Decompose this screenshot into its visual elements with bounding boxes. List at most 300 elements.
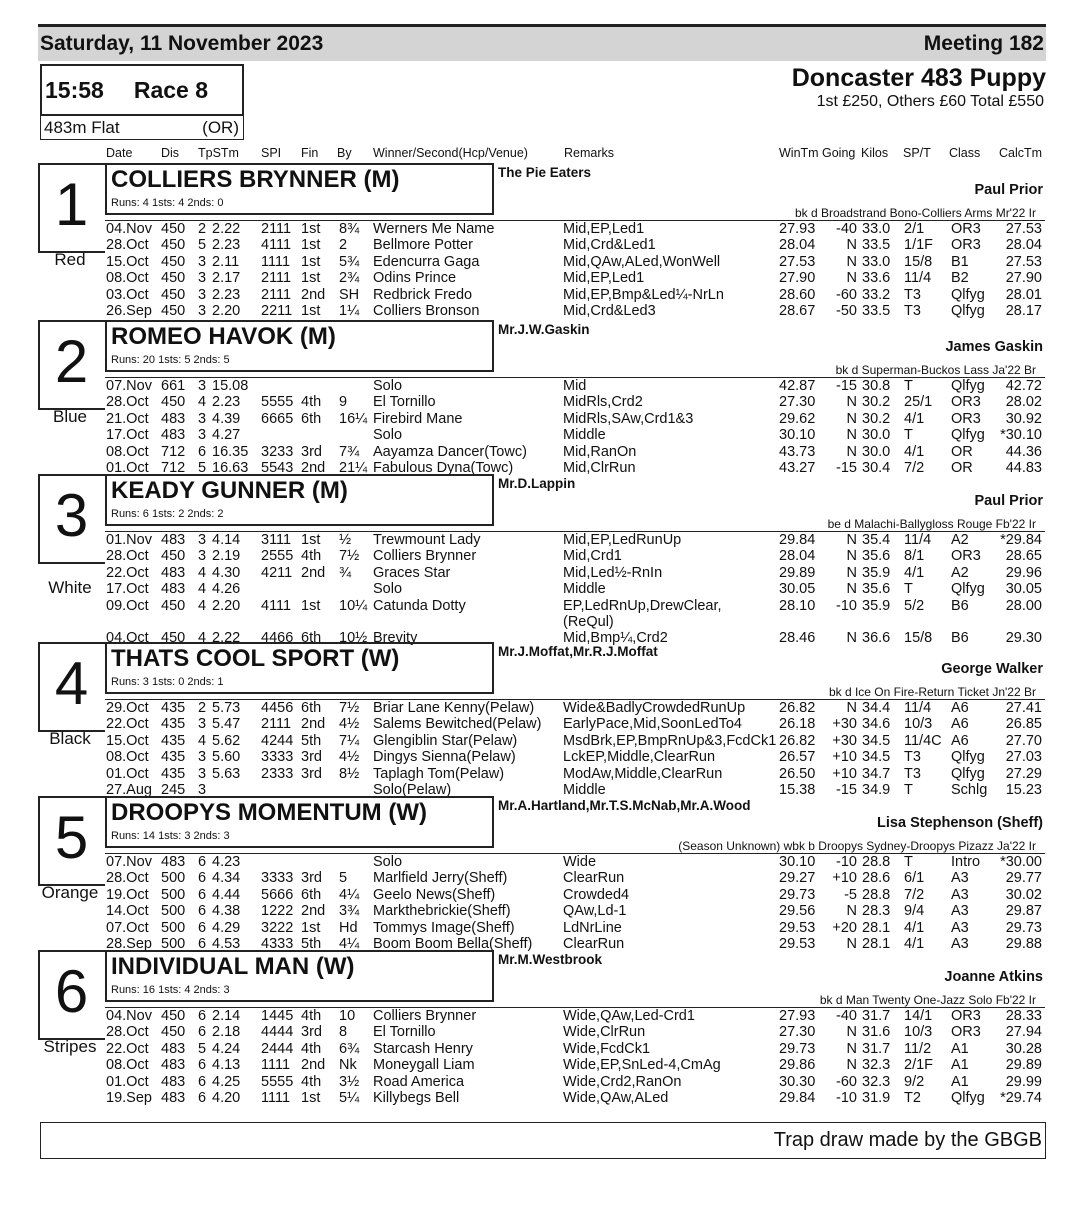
form-calc-time: 28.02 <box>1005 394 1042 411</box>
form-row <box>105 1024 1045 1040</box>
form-trap: 3 <box>198 548 207 565</box>
form-win-time: 26.57 <box>779 749 816 766</box>
form-trap: 2 <box>198 700 207 716</box>
form-date: 28.Oct <box>106 870 149 887</box>
form-winner: Redbrick Fredo <box>373 286 473 303</box>
form-kilos: 30.8 <box>862 378 891 394</box>
form-sectional: 2.20 <box>212 302 241 319</box>
form-date: 19.Oct <box>106 886 149 903</box>
form-sp: 9/4 <box>904 903 925 920</box>
form-win-time: 29.62 <box>779 410 816 427</box>
form-calc-time: 30.92 <box>1005 410 1042 427</box>
form-split: 2555 <box>261 548 294 565</box>
form-winner: Colliers Bronson <box>373 302 480 319</box>
form-class: OR3 <box>951 237 981 254</box>
form-row <box>105 733 1045 749</box>
form-remarks: LdNrLine <box>563 919 622 936</box>
form-finish: 1st <box>301 253 321 270</box>
form-by: 10½ <box>339 630 368 647</box>
col-kilos: Kilos <box>861 146 889 160</box>
form-date: 08.Oct <box>106 443 149 460</box>
form-sp: T3 <box>904 302 921 319</box>
form-sp: 8/1 <box>904 548 925 565</box>
dog-owner: Mr.D.Lappin <box>498 476 576 491</box>
form-calc-time: *30.10 <box>1000 427 1042 444</box>
form-distance: 483 <box>161 410 186 427</box>
form-trap: 6 <box>198 854 207 870</box>
form-trap: 5 <box>198 459 207 476</box>
form-trap: 4 <box>198 581 207 598</box>
form-win-time: 43.27 <box>779 459 816 476</box>
form-going: N <box>846 903 857 920</box>
form-kilos: 31.7 <box>862 1008 891 1024</box>
form-sp: 11/4C <box>904 732 942 749</box>
form-sp: T2 <box>904 1089 921 1106</box>
dog-name-box <box>105 796 494 848</box>
form-win-time: 27.53 <box>779 253 816 270</box>
form-sectional: 16.63 <box>212 459 249 476</box>
form-finish: 5th <box>301 732 322 749</box>
form-kilos: 28.1 <box>862 935 891 952</box>
form-by: 8 <box>339 1024 348 1041</box>
form-date: 28.Oct <box>106 394 149 411</box>
form-sectional: 4.39 <box>212 410 241 427</box>
form-distance: 450 <box>161 302 186 319</box>
form-going: N <box>846 270 857 287</box>
col-dis: Dis <box>161 146 180 160</box>
trap-colour: Stripes <box>43 1037 97 1057</box>
form-class: OR3 <box>951 394 981 411</box>
form-kilos: 33.2 <box>862 286 891 303</box>
trap-colour: Blue <box>52 407 88 427</box>
form-kilos: 33.0 <box>862 221 891 237</box>
form-row <box>105 903 1045 919</box>
form-distance: 450 <box>161 221 186 237</box>
form-win-time: 28.10 <box>779 597 816 614</box>
form-row <box>105 427 1045 443</box>
form-going: N <box>846 564 857 581</box>
dog-runs-summary: Runs: 20 1sts: 5 2nds: 5 <box>111 354 230 366</box>
form-calc-time: *29.74 <box>1000 1089 1042 1106</box>
form-win-time: 29.84 <box>779 1089 816 1106</box>
race-venue: Doncaster 483 Puppy <box>791 64 1046 92</box>
form-winner: Road America <box>373 1073 465 1090</box>
form-win-time: 26.82 <box>779 732 816 749</box>
form-kilos: 30.2 <box>862 410 891 427</box>
form-class: B2 <box>951 270 969 287</box>
form-remarks: Middle <box>563 781 606 798</box>
form-date: 07.Nov <box>106 854 152 870</box>
form-kilos: 28.8 <box>862 854 891 870</box>
form-split: 2111 <box>261 221 292 237</box>
form-win-time: 29.56 <box>779 903 816 920</box>
form-winner: Solo(Pelaw) <box>373 781 452 798</box>
dog-breeding: be d Malachi-Ballygloss Rouge Fb'22 Ir <box>827 517 1036 531</box>
form-row <box>105 532 1045 548</box>
form-going: N <box>846 427 857 444</box>
form-by: 1¼ <box>339 302 360 319</box>
form-finish: 2nd <box>301 459 326 476</box>
form-by: SH <box>339 286 360 303</box>
form-trap: 3 <box>198 781 207 798</box>
form-sp: 11/4 <box>904 270 932 287</box>
dog-trainer: Lisa Stephenson (Sheff) <box>877 815 1043 831</box>
form-win-time: 28.04 <box>779 548 816 565</box>
form-winner: Solo <box>373 427 403 444</box>
form-distance: 483 <box>161 1040 186 1057</box>
form-split: 1445 <box>261 1008 294 1024</box>
form-calc-time: 27.53 <box>1005 253 1042 270</box>
form-sp: 11/4 <box>904 700 932 716</box>
form-date: 22.Oct <box>106 564 149 581</box>
form-kilos: 35.6 <box>862 548 891 565</box>
form-finish: 1st <box>301 270 321 287</box>
form-calc-time: 28.04 <box>1005 237 1042 254</box>
col-going: Going <box>822 146 856 160</box>
form-date: 26.Sep <box>106 302 152 319</box>
form-date: 29.Oct <box>106 700 149 716</box>
form-sp: 25/1 <box>904 394 933 411</box>
form-kilos: 28.3 <box>862 903 891 920</box>
form-by: 2¾ <box>339 270 360 287</box>
form-class: Intro <box>951 854 981 870</box>
form-kilos: 33.5 <box>862 302 891 319</box>
dog-name: THATS COOL SPORT (W) <box>111 645 400 672</box>
form-row <box>105 887 1045 903</box>
dog-runs-summary: Runs: 3 1sts: 0 2nds: 1 <box>111 676 224 688</box>
form-trap: 3 <box>198 765 207 782</box>
form-winner: Brevity <box>373 630 418 647</box>
form-remarks: Mid,EP,LedRunUp <box>563 532 682 548</box>
form-date: 14.Oct <box>106 903 149 920</box>
form-sectional: 16.35 <box>212 443 249 460</box>
form-finish: 2nd <box>301 286 326 303</box>
form-lines <box>105 699 1045 798</box>
form-finish: 4th <box>301 548 322 565</box>
form-by: 8½ <box>339 765 360 782</box>
form-sp: 2/1F <box>904 1057 934 1074</box>
dog-runs-summary: Runs: 6 1sts: 2 2nds: 2 <box>111 508 224 520</box>
form-date: 08.Oct <box>106 270 149 287</box>
form-distance: 435 <box>161 732 186 749</box>
form-going: -15 <box>836 378 857 394</box>
form-by: 16¼ <box>339 410 368 427</box>
form-class: B6 <box>951 597 969 614</box>
form-by: 6¾ <box>339 1040 360 1057</box>
form-going: -15 <box>836 781 857 798</box>
form-distance: 500 <box>161 886 186 903</box>
form-by: 7½ <box>339 548 360 565</box>
dog-breeding: bk d Superman-Buckos Lass Ja'22 Br <box>835 363 1036 377</box>
dog-name: DROOPYS MOMENTUM (W) <box>111 799 427 826</box>
form-distance: 450 <box>161 394 186 411</box>
form-trap: 3 <box>198 270 207 287</box>
form-finish: 4th <box>301 1008 322 1024</box>
form-win-time: 29.73 <box>779 886 816 903</box>
form-split: 6665 <box>261 410 294 427</box>
form-by: ½ <box>339 532 352 548</box>
form-date: 08.Oct <box>106 1057 149 1074</box>
form-split: 4444 <box>261 1024 294 1041</box>
form-class: Qlfyg <box>951 749 985 766</box>
form-sp: 10/3 <box>904 1024 933 1041</box>
form-row <box>105 221 1045 237</box>
form-date: 27.Aug <box>106 781 152 798</box>
form-sp: 4/1 <box>904 443 925 460</box>
form-by: 7½ <box>339 700 360 716</box>
form-calc-time: 28.65 <box>1005 548 1042 565</box>
form-row <box>105 378 1045 394</box>
form-win-time: 28.04 <box>779 237 816 254</box>
form-sectional: 4.53 <box>212 935 241 952</box>
form-row <box>105 237 1045 253</box>
form-lines <box>105 220 1045 319</box>
form-date: 28.Sep <box>106 935 152 952</box>
form-winner: Trewmount Lady <box>373 532 481 548</box>
form-going: N <box>846 1040 857 1057</box>
form-remarks: QAw,Ld-1 <box>563 903 627 920</box>
form-going: +30 <box>832 716 857 733</box>
form-sectional: 4.14 <box>212 532 241 548</box>
form-sectional: 4.23 <box>212 854 241 870</box>
dog-owner: Mr.J.Moffat,Mr.R.J.Moffat <box>498 644 658 659</box>
col-by: By <box>337 146 352 160</box>
form-winner: Solo <box>373 581 403 598</box>
form-sp: 7/2 <box>904 459 925 476</box>
form-kilos: 28.8 <box>862 886 891 903</box>
form-kilos: 35.9 <box>862 564 891 581</box>
dog-trainer: Paul Prior <box>974 493 1043 509</box>
form-win-time: 43.73 <box>779 443 816 460</box>
form-finish: 2nd <box>301 1057 326 1074</box>
form-finish: 3rd <box>301 765 322 782</box>
form-going: -5 <box>844 886 857 903</box>
race-date: Saturday, 11 November 2023 <box>40 32 324 55</box>
form-row <box>105 270 1045 286</box>
form-class: OR3 <box>951 221 981 237</box>
dog-breeding: bk d Man Twenty One-Jazz Solo Fb'22 Ir <box>819 993 1036 1007</box>
form-sectional: 2.20 <box>212 597 241 614</box>
form-win-time: 29.73 <box>779 1040 816 1057</box>
form-winner: Colliers Brynner <box>373 1008 477 1024</box>
form-sp: 6/1 <box>904 870 925 887</box>
form-split: 4111 <box>261 237 292 254</box>
form-kilos: 35.4 <box>862 532 891 548</box>
form-row <box>105 287 1045 303</box>
form-distance: 450 <box>161 237 186 254</box>
form-by: 5 <box>339 870 348 887</box>
form-win-time: 26.18 <box>779 716 816 733</box>
form-trap: 3 <box>198 286 207 303</box>
form-sp: 4/1 <box>904 919 925 936</box>
form-lines <box>105 853 1045 952</box>
dog-name-box <box>105 320 494 372</box>
form-winner: Boom Boom Bella(Sheff) <box>373 935 533 952</box>
col-tp: TpSTm <box>198 146 239 160</box>
form-trap: 6 <box>198 1089 207 1106</box>
form-sectional: 4.26 <box>212 581 241 598</box>
form-calc-time: 44.36 <box>1005 443 1042 460</box>
form-calc-time: 30.05 <box>1005 581 1042 598</box>
form-calc-time: 30.28 <box>1005 1040 1042 1057</box>
form-remarks: EP,LedRnUp,DrewClear, (ReQul) <box>563 597 722 630</box>
form-kilos: 34.4 <box>862 700 891 716</box>
form-class: Qlfyg <box>951 302 985 319</box>
form-winner: Dingys Sienna(Pelaw) <box>373 749 516 766</box>
form-calc-time: *30.00 <box>1000 854 1042 870</box>
form-kilos: 34.7 <box>862 765 891 782</box>
form-row <box>105 565 1045 581</box>
form-class: A2 <box>951 532 969 548</box>
form-sectional: 4.25 <box>212 1073 241 1090</box>
form-remarks: Crowded4 <box>563 886 630 903</box>
form-date: 01.Oct <box>106 765 149 782</box>
form-split: 2333 <box>261 765 294 782</box>
form-trap: 3 <box>198 427 207 444</box>
form-row <box>105 1008 1045 1024</box>
form-split: 3222 <box>261 919 294 936</box>
form-kilos: 28.6 <box>862 870 891 887</box>
form-winner: Glengiblin Star(Pelaw) <box>373 732 518 749</box>
form-sectional: 2.17 <box>212 270 241 287</box>
form-remarks: ModAw,Middle,ClearRun <box>563 765 723 782</box>
form-sp: T3 <box>904 286 921 303</box>
form-finish: 2nd <box>301 903 326 920</box>
form-win-time: 30.05 <box>779 581 816 598</box>
form-trap: 3 <box>198 532 207 548</box>
form-calc-time: 29.73 <box>1005 919 1042 936</box>
form-sectional: 2.11 <box>212 253 240 270</box>
form-sectional: 5.47 <box>212 716 241 733</box>
dog-trainer: George Walker <box>941 661 1043 677</box>
form-lines <box>105 1007 1045 1106</box>
trap-colour: Red <box>54 250 86 270</box>
form-by: 7¼ <box>339 732 360 749</box>
form-calc-time: 29.30 <box>1005 630 1042 647</box>
form-win-time: 26.50 <box>779 765 816 782</box>
form-calc-time: 15.23 <box>1005 781 1042 798</box>
form-class: A2 <box>951 564 969 581</box>
form-win-time: 27.30 <box>779 1024 816 1041</box>
form-win-time: 29.53 <box>779 919 816 936</box>
form-trap: 6 <box>198 443 207 460</box>
dog-name: INDIVIDUAL MAN (W) <box>111 953 355 980</box>
form-date: 19.Sep <box>106 1089 152 1106</box>
form-by: 3½ <box>339 1073 360 1090</box>
trap-number: 5 <box>54 804 89 871</box>
form-split: 2111 <box>261 716 292 733</box>
form-by: 4¼ <box>339 935 360 952</box>
form-finish: 3rd <box>301 1024 322 1041</box>
form-winner: El Tornillo <box>373 1024 436 1041</box>
form-win-time: 28.46 <box>779 630 816 647</box>
form-remarks: Mid,EP,Bmp&Led¼-NrLn <box>563 286 724 303</box>
form-row <box>105 1041 1045 1057</box>
race-time: 15:58 <box>45 76 104 103</box>
form-calc-time: 44.83 <box>1005 459 1042 476</box>
form-calc-time: 27.94 <box>1005 1024 1042 1041</box>
form-sp: T <box>904 581 913 598</box>
form-calc-time: 27.41 <box>1005 700 1042 716</box>
form-trap: 3 <box>198 378 207 394</box>
form-going: -10 <box>836 1089 857 1106</box>
form-row <box>105 548 1045 564</box>
form-remarks: ClearRun <box>563 935 625 952</box>
form-trap: 5 <box>198 1040 207 1057</box>
form-going: N <box>846 630 857 647</box>
form-going: N <box>846 394 857 411</box>
form-sp: 7/2 <box>904 886 925 903</box>
form-split: 1111 <box>261 253 291 270</box>
form-remarks: Middle <box>563 427 606 444</box>
form-remarks: MidRls,SAw,Crd1&3 <box>563 410 694 427</box>
form-sp: T <box>904 427 913 444</box>
dog-trainer: James Gaskin <box>945 339 1043 355</box>
form-by: 4½ <box>339 749 360 766</box>
form-winner: Taplagh Tom(Pelaw) <box>373 765 505 782</box>
form-date: 01.Nov <box>106 532 152 548</box>
dog-breeding: (Season Unknown) wbk b Droopys Sydney-Droopys Pizazz Ja'22 Ir <box>678 839 1036 853</box>
form-winner: El Tornillo <box>373 394 436 411</box>
form-distance: 435 <box>161 765 186 782</box>
race-grade: (OR) <box>202 117 239 137</box>
form-trap: 3 <box>198 253 207 270</box>
form-remarks: Wide,QAw,ALed <box>563 1089 669 1106</box>
form-remarks: Wide <box>563 854 597 870</box>
form-trap: 6 <box>198 903 207 920</box>
form-date: 08.Oct <box>106 749 149 766</box>
form-date: 28.Oct <box>106 1024 149 1041</box>
form-split: 4466 <box>261 630 294 647</box>
form-row <box>105 581 1045 597</box>
form-distance: 500 <box>161 935 186 952</box>
form-row <box>105 870 1045 886</box>
form-trap: 6 <box>198 1057 207 1074</box>
form-calc-time: 27.70 <box>1005 732 1042 749</box>
form-date: 01.Oct <box>106 1073 149 1090</box>
form-remarks: ClearRun <box>563 870 625 887</box>
form-kilos: 31.7 <box>862 1040 891 1057</box>
form-going: -60 <box>836 286 857 303</box>
form-distance: 435 <box>161 700 186 716</box>
distance-box <box>40 115 244 140</box>
dog-trainer: Paul Prior <box>974 182 1043 198</box>
form-winner: Fabulous Dyna(Towc) <box>373 459 514 476</box>
col-wintm: WinTm <box>779 146 819 160</box>
form-sp: 14/1 <box>904 1008 933 1024</box>
form-going: N <box>846 253 857 270</box>
form-sectional: 2.22 <box>212 630 241 647</box>
form-date: 01.Oct <box>106 459 149 476</box>
form-going: N <box>846 237 857 254</box>
form-win-time: 29.27 <box>779 870 816 887</box>
form-kilos: 31.6 <box>862 1024 891 1041</box>
form-distance: 450 <box>161 253 186 270</box>
form-trap: 4 <box>198 394 207 411</box>
form-winner: Aayamza Dancer(Towc) <box>373 443 527 460</box>
form-kilos: 31.9 <box>862 1089 891 1106</box>
form-row <box>105 1090 1045 1106</box>
form-finish: 1st <box>301 597 321 614</box>
form-winner: Firebird Mane <box>373 410 463 427</box>
form-remarks: Mid <box>563 378 587 394</box>
form-sectional: 2.23 <box>212 237 241 254</box>
form-class: A3 <box>951 870 969 887</box>
form-trap: 6 <box>198 935 207 952</box>
form-sectional: 2.22 <box>212 221 241 237</box>
form-sectional: 4.34 <box>212 870 241 887</box>
form-sectional: 4.20 <box>212 1089 241 1106</box>
